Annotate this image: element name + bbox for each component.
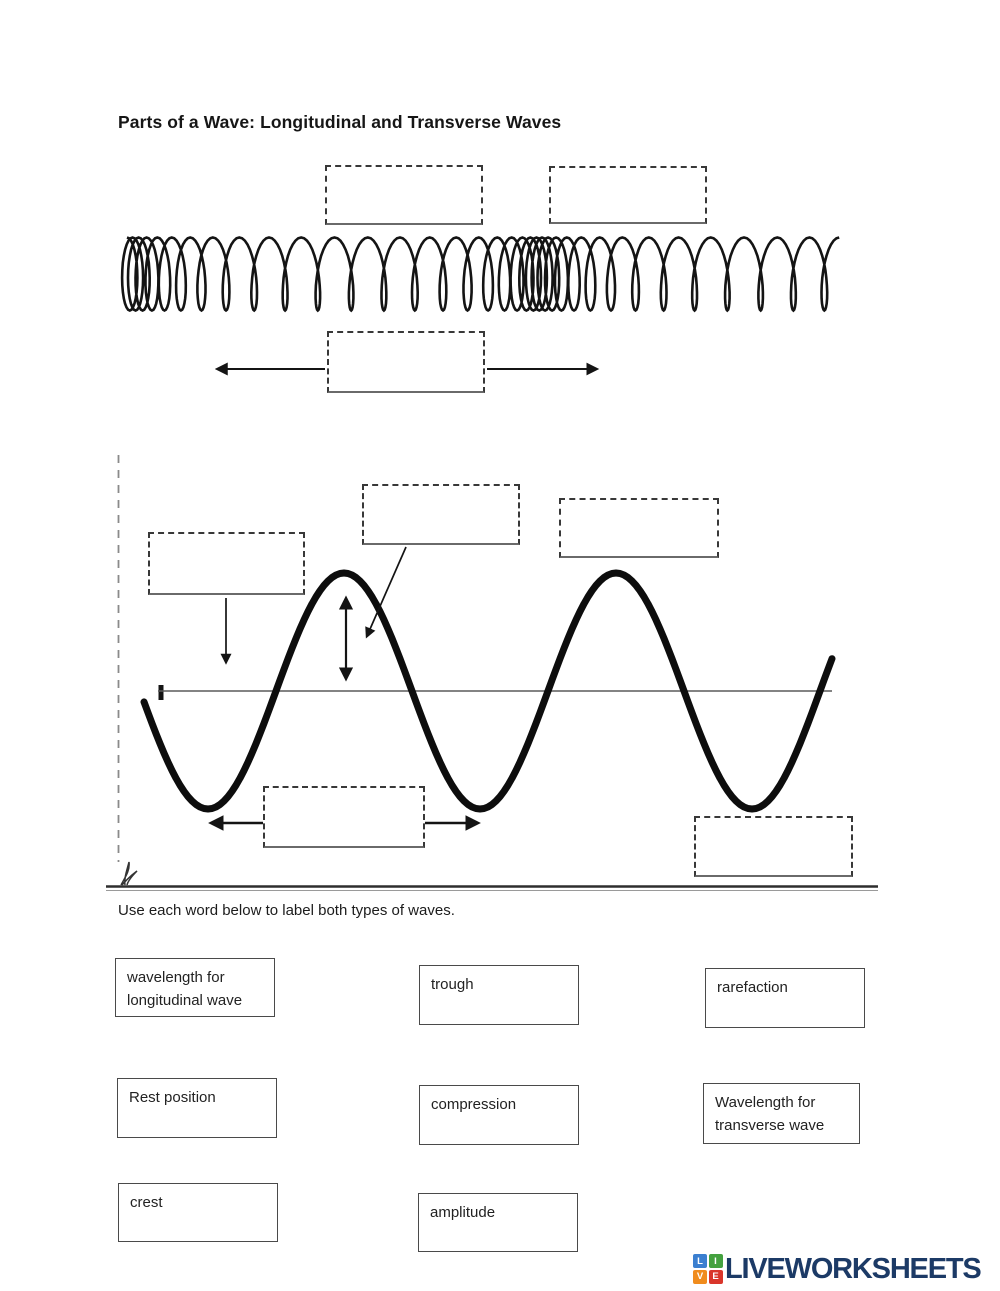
- answer-box-longitudinal-right[interactable]: [549, 166, 707, 224]
- spring-coil-drawing: [122, 238, 839, 311]
- liveworksheets-icon: [693, 1254, 723, 1284]
- instruction-text: Use each word below to label both types of waves.: [118, 902, 455, 919]
- logo-square-v: V: [693, 1270, 707, 1284]
- word-bank-item-crest[interactable]: crest: [118, 1183, 278, 1242]
- logo-square-e: E: [709, 1270, 723, 1284]
- liveworksheets-logo[interactable]: [693, 1252, 981, 1286]
- word-bank-item-wavelength-transverse[interactable]: Wavelength for transverse wave: [703, 1083, 860, 1144]
- word-bank-item-amplitude[interactable]: amplitude: [418, 1193, 578, 1252]
- word-bank-item-rarefaction[interactable]: rarefaction: [705, 968, 865, 1028]
- scan-scribble-mark: [121, 862, 137, 885]
- answer-box-longitudinal-left[interactable]: [325, 165, 483, 225]
- word-bank-item-trough[interactable]: trough: [419, 965, 579, 1025]
- word-bank-item-rest-position[interactable]: Rest position: [117, 1078, 277, 1138]
- word-bank-item-wavelength-longitudinal[interactable]: wavelength for longitudinal wave: [115, 958, 275, 1017]
- word-bank-item-compression[interactable]: compression: [419, 1085, 579, 1145]
- answer-box-transverse-bottom-right[interactable]: [694, 816, 853, 877]
- logo-wordmark: LIVEWORKSHEETS: [725, 1252, 981, 1285]
- logo-square-l: L: [693, 1254, 707, 1268]
- logo-square-i: I: [709, 1254, 723, 1268]
- answer-box-transverse-wavelength[interactable]: [263, 786, 425, 848]
- answer-box-transverse-top-middle[interactable]: [362, 484, 520, 545]
- page-title: Parts of a Wave: Longitudinal and Transverse Waves: [118, 112, 562, 132]
- answer-box-transverse-top-right[interactable]: [559, 498, 719, 558]
- answer-box-transverse-left[interactable]: [148, 532, 305, 595]
- answer-box-longitudinal-wavelength[interactable]: [327, 331, 485, 393]
